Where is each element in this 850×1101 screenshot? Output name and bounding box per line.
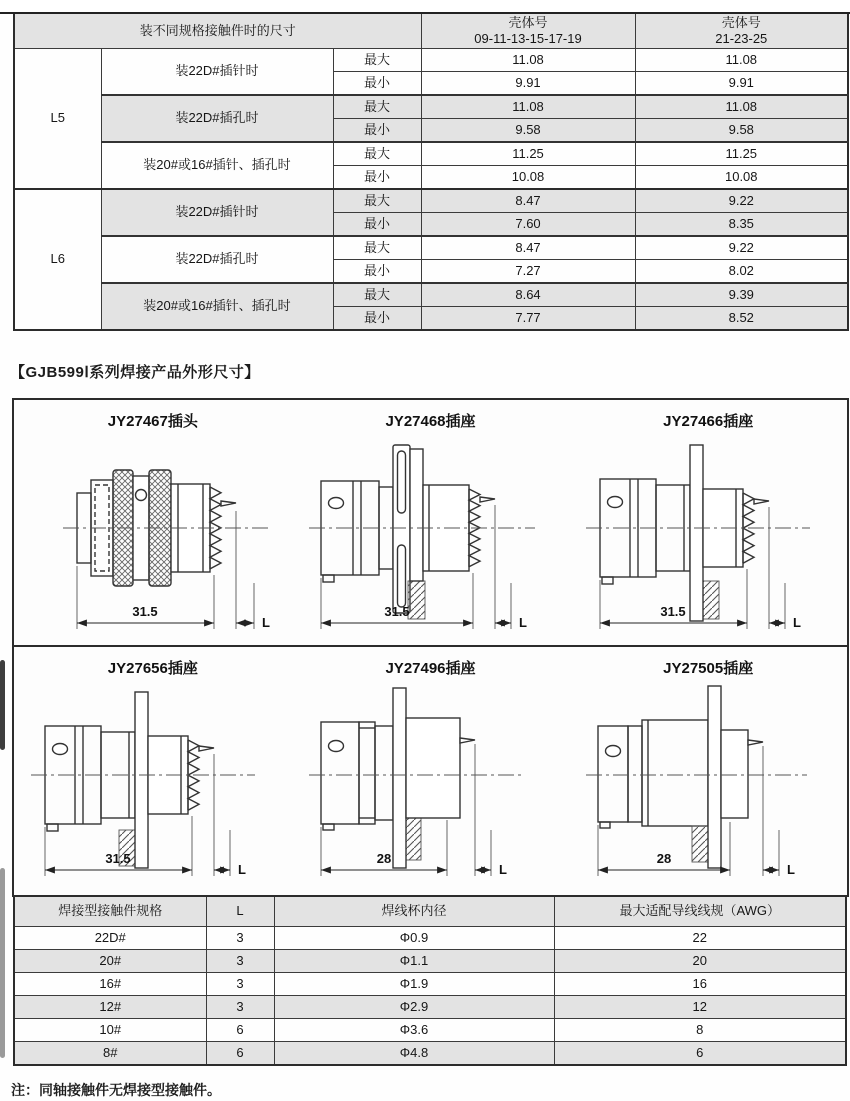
scan-artifact: [0, 660, 5, 750]
section-heading: 【GJB599Ⅰ系列焊接产品外形尺寸】: [10, 364, 260, 381]
value-cell: 11.08: [421, 95, 635, 119]
type-cell: 最大: [333, 49, 421, 72]
table-row: [14, 189, 848, 213]
table-header-row: [14, 896, 846, 927]
header-cell: L: [206, 896, 274, 927]
dim-l-label: L: [793, 615, 802, 630]
drawing-title: JY27466插座: [663, 413, 754, 430]
desc-cell: 装22D#插孔时: [101, 95, 333, 142]
type-cell: 最小: [333, 72, 421, 96]
header-cell: 焊线杯内径: [274, 896, 554, 927]
value-cell: 8.47: [421, 236, 635, 260]
footnote: 注：同轴接触件无焊接型接触件。: [11, 1082, 221, 1098]
outline-drawings-box: [12, 398, 849, 897]
spec-cell: 12#: [14, 996, 206, 1019]
value-cell: 11.25: [421, 142, 635, 166]
table-header-row: [14, 13, 848, 49]
cup-cell: Φ1.9: [274, 973, 554, 996]
value-cell: 9.91: [635, 72, 848, 96]
drawing-title: JY27656插座: [107, 660, 198, 677]
type-cell: 最小: [333, 119, 421, 143]
connector-drawing: [295, 680, 567, 885]
spec-cell: 8#: [14, 1042, 206, 1066]
cup-cell: Φ4.8: [274, 1042, 554, 1066]
table-row: [14, 1042, 846, 1066]
shell-header-line2: 21-23-25: [715, 31, 768, 46]
type-cell: 最小: [333, 260, 421, 284]
value-cell: 8.35: [635, 213, 848, 237]
awg-cell: 12: [554, 996, 846, 1019]
drawing-title: JY27505插座: [663, 660, 754, 677]
value-cell: 9.22: [635, 189, 848, 213]
value-cell: 7.27: [421, 260, 635, 284]
dim-main-label: 28: [656, 851, 672, 866]
value-cell: 8.02: [635, 260, 848, 284]
dim-l-label: L: [518, 615, 527, 630]
value-cell: 9.39: [635, 283, 848, 307]
table-row: [14, 142, 848, 166]
l-cell: 6: [206, 1019, 274, 1042]
value-cell: 8.52: [635, 307, 848, 331]
desc-cell: 装20#或16#插针、插孔时: [101, 142, 333, 189]
type-cell: 最大: [333, 95, 421, 119]
scan-artifact: [0, 868, 5, 1058]
value-cell: 9.58: [635, 119, 848, 143]
dim-main-label: 31.5: [660, 604, 686, 619]
desc-cell: 装22D#插针时: [101, 49, 333, 96]
dim-main-label: 31.5: [105, 851, 131, 866]
l-cell: 6: [206, 1042, 274, 1066]
spec-cell: 22D#: [14, 927, 206, 950]
awg-cell: 22: [554, 927, 846, 950]
type-cell: 最小: [333, 213, 421, 237]
shell-header-line2: 09-11-13-15-17-19: [474, 31, 582, 46]
value-cell: 8.64: [421, 283, 635, 307]
drawings-row-1: [14, 400, 847, 647]
shell-header-line1: 壳体号: [721, 14, 761, 30]
type-cell: 最小: [333, 307, 421, 331]
l-cell: 3: [206, 996, 274, 1019]
cup-cell: Φ1.1: [274, 950, 554, 973]
page-top-rule: [0, 12, 850, 14]
table-row: [14, 236, 848, 260]
drawing-title: JY27496插座: [385, 660, 476, 677]
table-row: [14, 950, 846, 973]
datasheet-page: [0, 12, 850, 1101]
drawings-row-2: [14, 647, 847, 895]
dim-l-label: L: [787, 862, 796, 877]
dim-l-label: L: [237, 862, 246, 877]
value-cell: 9.58: [421, 119, 635, 143]
awg-cell: 8: [554, 1019, 846, 1042]
connector-drawing: [295, 433, 567, 638]
awg-cell: 6: [554, 1042, 846, 1066]
corner-header-cell: 装不同规格接触件时的尺寸: [14, 13, 421, 49]
desc-cell: 装22D#插孔时: [101, 236, 333, 283]
table-row: [14, 1019, 846, 1042]
value-cell: 10.08: [421, 166, 635, 190]
cup-cell: Φ0.9: [274, 927, 554, 950]
shell-cell: L6: [14, 189, 101, 330]
value-cell: 8.47: [421, 189, 635, 213]
value-cell: 7.77: [421, 307, 635, 331]
type-cell: 最小: [333, 166, 421, 190]
drawing-panel: [292, 647, 570, 895]
dim-main-label: 31.5: [132, 604, 158, 619]
spec-cell: 10#: [14, 1019, 206, 1042]
spec-cell: 20#: [14, 950, 206, 973]
dim-main-label: 31.5: [383, 604, 410, 619]
desc-cell: 装20#或16#插针、插孔时: [101, 283, 333, 330]
connector-drawing: [572, 680, 844, 885]
dim-main-label: 28: [376, 851, 391, 866]
table-row: [14, 927, 846, 950]
type-cell: 最大: [333, 189, 421, 213]
drawing-title: JY27467插头: [107, 413, 198, 430]
table-row: [14, 49, 848, 72]
l-cell: 3: [206, 927, 274, 950]
value-cell: 11.08: [635, 49, 848, 72]
value-cell: 11.08: [635, 95, 848, 119]
solder-contact-table: [13, 895, 847, 1066]
value-cell: 11.25: [635, 142, 848, 166]
type-cell: 最大: [333, 142, 421, 166]
cup-cell: Φ3.6: [274, 1019, 554, 1042]
value-cell: 9.22: [635, 236, 848, 260]
cup-cell: Φ2.9: [274, 996, 554, 1019]
desc-cell: 装22D#插针时: [101, 189, 333, 236]
contact-dimension-table: [13, 12, 849, 331]
shell-header-line1: 壳体号: [508, 14, 548, 30]
connector-drawing: [17, 433, 289, 638]
dim-l-label: L: [261, 615, 270, 630]
table-row: [14, 283, 848, 307]
drawing-panel: [14, 400, 292, 645]
table-row: [14, 973, 846, 996]
drawing-panel: [569, 400, 847, 645]
value-cell: 9.91: [421, 72, 635, 96]
drawing-title: JY27468插座: [385, 413, 476, 430]
header-cell: 最大适配导线线规（AWG）: [554, 896, 846, 927]
value-cell: 10.08: [635, 166, 848, 190]
type-cell: 最大: [333, 283, 421, 307]
type-cell: 最大: [333, 236, 421, 260]
shell-cell: L5: [14, 49, 101, 190]
drawing-panel: [292, 400, 570, 645]
shell-header-cell: [635, 13, 848, 49]
drawing-panel: [569, 647, 847, 895]
dim-l-label: L: [498, 862, 507, 877]
header-cell: 焊接型接触件规格: [14, 896, 206, 927]
l-cell: 3: [206, 973, 274, 996]
connector-drawing: [17, 680, 289, 885]
awg-cell: 16: [554, 973, 846, 996]
awg-cell: 20: [554, 950, 846, 973]
table-row: [14, 95, 848, 119]
spec-cell: 16#: [14, 973, 206, 996]
value-cell: 11.08: [421, 49, 635, 72]
connector-drawing: [572, 433, 844, 638]
value-cell: 7.60: [421, 213, 635, 237]
shell-header-cell: [421, 13, 635, 49]
drawing-panel: [14, 647, 292, 895]
l-cell: 3: [206, 950, 274, 973]
table-row: [14, 996, 846, 1019]
